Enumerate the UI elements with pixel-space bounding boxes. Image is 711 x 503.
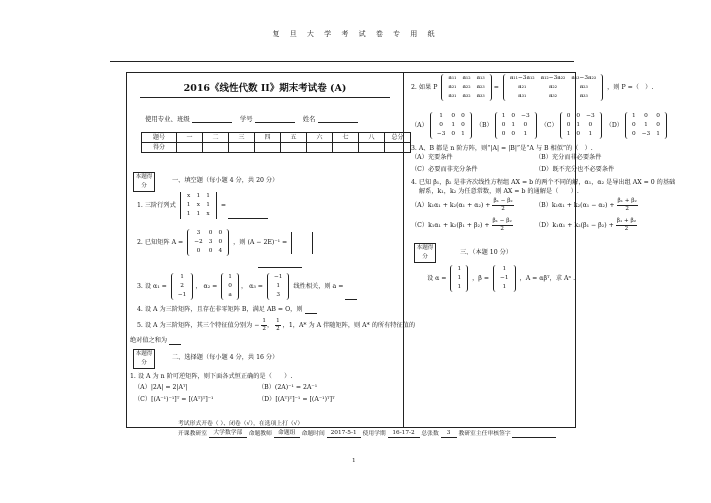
- q3-alpha3-vector: [267, 273, 290, 300]
- frac-den: 2: [624, 226, 629, 232]
- mat-entry: 1: [196, 193, 201, 199]
- mat-entry: 1: [523, 131, 528, 137]
- sign-field[interactable]: [512, 437, 556, 438]
- q2-answer-box[interactable]: [291, 232, 313, 254]
- option-fraction: [616, 218, 637, 233]
- mat-entry: 0: [576, 131, 581, 137]
- q4-text: 4. 设 A 为三阶矩阵，且存在非零矩阵 B，满足 AB = O，则: [137, 306, 303, 313]
- mat-entry: 1: [631, 113, 636, 119]
- mat-entry: 3: [208, 239, 213, 245]
- header-rule: [110, 61, 574, 62]
- p3-prompt: 设 α =: [427, 275, 447, 282]
- c2-matrix-a: [430, 112, 472, 139]
- score-cell: 七: [333, 133, 359, 143]
- mat-entry: −3: [586, 113, 595, 119]
- q3-alpha2-label: α₂ =: [203, 283, 218, 290]
- choice-q2: 2. 如果 P a₁₁ a₁₂ a₁₃ a₂₁ a₂₂ a₂₃ a₃₁ a₃₂ a₃₃ = a₁₁−3a₁₂ a₁₂−3a₂₂ a₁₃−3a₂₃ a₂₁ a₂₂ a₂₃ a₃₁ a₃₂ a₃₃ ，则 P =（ ）.: [411, 75, 654, 99]
- mat-entry: a₃₁: [448, 93, 457, 99]
- score-input-cell[interactable]: [359, 143, 385, 153]
- mat-entry: −2: [194, 239, 203, 245]
- score-input-cell[interactable]: [281, 143, 307, 153]
- section-3-heading: 三、（本题 10 分）: [460, 249, 513, 256]
- author-value: 命题组: [274, 430, 300, 438]
- dept-value: 大学数学部: [209, 430, 247, 438]
- mat-entry: 1: [461, 131, 465, 137]
- section-2-heading: 二、选择题（每小题 4 分，共 16 分）: [172, 354, 279, 361]
- column-divider: [403, 72, 404, 428]
- pages-label: 总张数: [421, 431, 439, 437]
- fill-q2: [137, 229, 315, 256]
- section-score-box[interactable]: 本题得分: [414, 243, 436, 263]
- option-text: （D）k₁α₁ + k₂(β₁ − β₂) +: [535, 222, 614, 229]
- frac-den: 2: [276, 326, 280, 332]
- mat-entry: a₂₂: [462, 84, 471, 90]
- score-input-cell[interactable]: [333, 143, 359, 153]
- q1-determinant: [180, 192, 217, 219]
- frac-den: 2: [501, 206, 505, 212]
- score-cell: 二: [203, 133, 229, 143]
- mat-entry: a₁₁−3a₁₂: [509, 75, 535, 81]
- q2-prompt: 2. 已知矩阵 A =: [137, 239, 184, 246]
- mat-entry: 1: [186, 211, 191, 217]
- choice-q2-option-b[interactable]: （B） 1 0 −3 0 1 0 0 0 1: [476, 122, 539, 129]
- choice-q4-option-c[interactable]: [411, 218, 513, 233]
- mat-entry: 0: [196, 248, 201, 254]
- mat-entry: a₃₂: [548, 93, 558, 99]
- mat-entry: a₂₁: [518, 84, 527, 90]
- mat-entry: 0: [511, 131, 516, 137]
- q2-matrix: [187, 229, 229, 256]
- fill-q5: 5. 设 A 为三阶矩阵，其三个特征值分别为 − $\frac{1}{2}$ ， $\frac{1}{2}$ ，1，A* 为 A 伴随矩阵，则 A* 的所有特征值的: [137, 318, 416, 332]
- mat-entry: 1: [656, 131, 660, 137]
- q2-answer-blank[interactable]: [258, 267, 302, 268]
- beta-vector: [493, 265, 516, 292]
- mat-entry: 0: [218, 239, 223, 245]
- mat-entry: 0: [576, 113, 581, 119]
- c2-matrix-c: [560, 112, 602, 139]
- mat-entry: 1: [451, 122, 456, 128]
- name-field[interactable]: [318, 115, 358, 123]
- mat-entry: 0: [631, 131, 636, 137]
- page-header: 复 旦 大 学 考 试 卷 专 用 纸: [272, 30, 439, 38]
- vec-entry: 1: [276, 283, 281, 289]
- q2-tail: ，则 (A − 2E)⁻¹ =: [233, 239, 288, 246]
- score-value-row: [142, 143, 411, 153]
- score-input-cell[interactable]: [307, 143, 333, 153]
- vec-entry: 1: [457, 284, 462, 290]
- choice-q4-stem-1: 4. 已知 β₁，β₂ 是非齐次线性方程组 AX = b 的两个不同的解，α₁，α₂ 是导出组 AX = 0 的基础: [411, 179, 676, 186]
- c2-tail: ，则 P =（ ）.: [607, 84, 654, 91]
- option-text: （B）k₁α₁ + k₂(α₁ − α₂) +: [535, 202, 615, 209]
- mat-entry: 0: [644, 113, 648, 119]
- choice-q2-option-c[interactable]: （C） 0 0 −3 0 1 0 1 0 1: [541, 122, 604, 129]
- mat-entry: a₂₂: [548, 84, 558, 90]
- score-cell: 六: [307, 133, 333, 143]
- mat-entry: a₃₃: [579, 93, 588, 99]
- major-field[interactable]: [192, 115, 232, 123]
- fill-q4: [137, 306, 317, 314]
- c2-matrix-1: [441, 74, 491, 101]
- choice-q2-option-a[interactable]: （A） 1 0 0 0 1 0 −3 0 1: [411, 122, 474, 129]
- vec-entry: 3: [276, 292, 281, 298]
- c2-matrix-d: [625, 112, 667, 139]
- mat-entry: x: [186, 193, 191, 199]
- choice-q4-option-b[interactable]: [535, 198, 638, 213]
- mat-entry: 0: [451, 113, 456, 119]
- c2-matrix-2: [503, 74, 603, 101]
- mat-entry: 1: [588, 131, 593, 137]
- mat-entry: 0: [218, 230, 223, 236]
- mat-entry: 0: [656, 122, 660, 128]
- frac-den: 2: [625, 206, 629, 212]
- vec-entry: 1: [502, 266, 507, 272]
- option-text: （A）k₁α₁ + k₂(α₁ + α₂) +: [411, 202, 491, 209]
- q5-text-c: 绝对值之和为: [130, 337, 168, 344]
- choice-q1-option-c[interactable]: （C）[(A⁻¹)⁻¹]ᵀ = [(Aᵀ)ᵀ]⁻¹: [134, 396, 214, 403]
- q5-fraction-1: [261, 318, 267, 333]
- choice-q3-stem: 3. A、B 都是 n 阶方阵，则“|A| = |B|”是“A 与 B 相似”的（ ）.: [411, 145, 593, 152]
- choice-q4-option-d[interactable]: [535, 218, 637, 233]
- term-label: 使用学期: [362, 431, 386, 437]
- score-cell: 总分: [385, 133, 411, 143]
- score-cell: 三: [229, 133, 255, 143]
- p3-mid: ，β =: [472, 275, 490, 282]
- vec-entry: 1: [228, 274, 232, 280]
- q3-answer-blank[interactable]: [345, 293, 357, 300]
- q3-alpha2-vector: [221, 273, 239, 300]
- mat-entry: a₂₁: [448, 84, 457, 90]
- vec-entry: −1: [273, 274, 283, 280]
- mat-entry: a₁₃−3a₂₃: [571, 75, 597, 81]
- footer-exam-format: 考试形式开卷（ ）、闭卷（√），在选项上打（√）: [178, 421, 304, 427]
- section-score-box[interactable]: 本题得分: [133, 172, 155, 192]
- q3-prompt: 3. 设: [137, 283, 152, 290]
- choice-q1-option-b[interactable]: （B）(2A)⁻¹ = 2A⁻¹: [258, 384, 318, 391]
- dept-label: 开课教研室: [178, 431, 207, 437]
- mat-entry: 1: [206, 193, 210, 199]
- choice-q2-options: [411, 112, 669, 139]
- mat-entry: 3: [196, 230, 201, 236]
- mat-entry: a₃₂: [462, 93, 471, 99]
- mat-entry: 0: [208, 230, 213, 236]
- mat-entry: 4: [218, 248, 223, 254]
- fill-q3: 3. 设 α₁ = 1 2 −1 ， α₂ = 1 0 a ， α₃ = −1 1 3 线性相关，则 a =: [137, 273, 357, 300]
- vec-entry: 1: [457, 266, 462, 272]
- mat-entry: −3: [436, 131, 446, 137]
- student-info: [145, 115, 364, 123]
- score-cell: 一: [177, 133, 203, 143]
- vec-entry: −1: [500, 275, 509, 281]
- choice-q1-option-a[interactable]: （A）|2A| = 2|Aᵀ|: [134, 384, 188, 391]
- option-text: （C）k₁α₁ + k₂(β₁ + β₂) +: [411, 222, 490, 229]
- name-label: 姓名: [302, 115, 316, 123]
- option-fraction: [492, 198, 513, 213]
- frac-num: β₁ − β₂: [492, 218, 512, 224]
- mat-entry: 0: [588, 122, 593, 128]
- alpha-vector: [450, 265, 468, 292]
- time-label: 命题时间: [301, 431, 325, 437]
- choice-q3-option-d[interactable]: （D）既不充分也不必要条件: [535, 166, 615, 173]
- score-cell: 八: [359, 133, 385, 143]
- score-table: [141, 132, 411, 153]
- mat-entry: 0: [511, 113, 516, 119]
- frac-num: β₁ + β₂: [617, 198, 637, 204]
- q1-prompt: 1. 三阶行列式: [137, 202, 176, 209]
- choice-q1-option-d[interactable]: （D）[(Aᵀ)ᵀ]⁻¹ = [(A⁻¹)ᵀ]ᵀ: [258, 396, 335, 403]
- frac-num: β₁ − β₂: [493, 198, 513, 204]
- mat-entry: 0: [566, 113, 571, 119]
- score-header-row: [142, 133, 411, 143]
- mat-entry: a₁₁: [448, 75, 457, 81]
- term-value: 16-17-2: [388, 430, 420, 438]
- id-field[interactable]: [255, 115, 295, 123]
- mat-entry: 1: [576, 122, 581, 128]
- mat-entry: 1: [206, 202, 210, 208]
- mat-entry: 0: [631, 122, 636, 128]
- frac-num: 1: [262, 318, 266, 324]
- author-label: 命题教师: [248, 431, 272, 437]
- p-label: P: [433, 84, 438, 91]
- frac-den: 2: [262, 326, 266, 332]
- p3-tail: ，A = αβᵀ，求 Aⁿ .: [519, 275, 576, 282]
- frac-den: 2: [500, 226, 504, 232]
- mat-entry: −3: [521, 113, 530, 119]
- q3-alpha1-label: α₁ =: [153, 283, 167, 290]
- option-fraction: [492, 218, 513, 233]
- score-input-cell[interactable]: [385, 143, 411, 153]
- mat-entry: 0: [208, 248, 213, 254]
- q3-tail: 线性相关，则 a =: [293, 283, 344, 290]
- section-score-box[interactable]: 本题得分: [133, 349, 155, 369]
- mat-entry: 1: [439, 113, 443, 119]
- choice-q3-option-c[interactable]: （C）必要而非充分条件: [411, 166, 478, 173]
- option-fraction: [617, 198, 638, 213]
- c2-matrix-b: [495, 112, 537, 139]
- mat-entry: a₁₂: [462, 75, 471, 81]
- exam-title: 2016《线性代数 II》期末考试卷 (A): [140, 83, 390, 98]
- vec-entry: a: [228, 292, 232, 298]
- mat-entry: 1: [566, 131, 571, 137]
- time-value: 2017-5-1: [327, 430, 361, 438]
- mat-entry: 1: [511, 122, 516, 128]
- mat-entry: 0: [501, 131, 506, 137]
- vec-entry: −1: [177, 292, 187, 298]
- choice-q1-stem: 1. 设 A 为 n 阶可逆矩阵，则下面各式恒正确的是（ ）.: [130, 373, 293, 380]
- frac-num: β₁ + β₂: [616, 218, 636, 224]
- choice-q4-option-a[interactable]: [411, 198, 514, 213]
- q4-answer-blank[interactable]: [305, 307, 317, 314]
- q5-text-a: 5. 设 A 为三阶矩阵，其三个特征值分别为 −: [137, 322, 260, 329]
- choice-q2-option-d[interactable]: （D） 1 0 0 0 1 0 0 −3 1: [606, 122, 669, 129]
- mat-entry: 0: [461, 113, 465, 119]
- mat-entry: 0: [501, 122, 506, 128]
- q1-equals: =: [220, 202, 227, 209]
- id-label: 学号: [239, 115, 253, 123]
- mat-entry: 0: [566, 122, 571, 128]
- choice-q4-stem-2: 解系，k₁，k₂ 为任意常数，则 AX = b 的通解是（ ）.: [419, 188, 579, 195]
- q3-alpha3-label: α₃ =: [249, 283, 263, 290]
- vec-entry: 0: [228, 283, 232, 289]
- mat-entry: a₃₃: [476, 93, 485, 99]
- mat-entry: 0: [461, 122, 465, 128]
- mat-entry: 0: [656, 113, 660, 119]
- score-input-cell[interactable]: [229, 143, 255, 153]
- mat-entry: 1: [501, 113, 506, 119]
- mat-entry: a₂₃: [579, 84, 588, 90]
- q5-text-b: ，1，A* 为 A 伴随矩阵，则 A* 的所有特征值的: [282, 322, 416, 329]
- score-input-cell[interactable]: [177, 143, 203, 153]
- sign-label: 教研室主任审核签字: [458, 431, 511, 437]
- major-label: 使用专业、班级: [145, 115, 190, 123]
- choice-q3-option-a[interactable]: （A）充要条件: [411, 154, 453, 161]
- score-cell: 五: [281, 133, 307, 143]
- mat-entry: a₂₃: [476, 84, 485, 90]
- mat-entry: a₁₃: [476, 75, 485, 81]
- mat-entry: 0: [439, 122, 443, 128]
- score-input-cell[interactable]: [255, 143, 281, 153]
- q-c2-prompt: 2. 如果: [411, 84, 432, 91]
- mat-entry: 1: [186, 202, 191, 208]
- problem-3: [427, 265, 575, 292]
- mat-entry: 1: [644, 122, 648, 128]
- score-input-cell[interactable]: [203, 143, 229, 153]
- q5-answer-blank[interactable]: [169, 338, 181, 345]
- vec-entry: 1: [502, 284, 507, 290]
- fill-q1: [137, 192, 268, 219]
- q5-fraction-2: [275, 318, 281, 333]
- mat-entry: 0: [451, 131, 456, 137]
- score-cell: 题号: [142, 133, 177, 143]
- vec-entry: 1: [180, 274, 184, 280]
- mat-entry: x: [196, 202, 200, 208]
- mat-entry: 0: [523, 122, 528, 128]
- vec-entry: 2: [180, 283, 184, 289]
- vec-entry: 1: [457, 275, 462, 281]
- mat-entry: a₁₂−3a₂₂: [540, 75, 566, 81]
- q1-answer-blank[interactable]: [228, 212, 268, 219]
- mat-entry: 1: [196, 211, 201, 217]
- mat-entry: x: [206, 211, 210, 217]
- fill-q5-cont: [130, 337, 181, 345]
- footer-info: [178, 430, 556, 438]
- page-number: 1: [352, 458, 356, 464]
- score-cell: 四: [255, 133, 281, 143]
- mat-entry: a₃₁: [518, 93, 527, 99]
- section-1-heading: 一、填空题（每小题 4 分，共 20 分）: [172, 177, 279, 184]
- pages-value: 3: [441, 430, 457, 438]
- score-cell: 得分: [142, 143, 177, 153]
- frac-num: 1: [276, 318, 280, 324]
- mat-entry: −3: [641, 131, 651, 137]
- q3-alpha1-vector: [171, 273, 194, 300]
- choice-q3-option-b[interactable]: （B）充分而非必要条件: [535, 154, 602, 161]
